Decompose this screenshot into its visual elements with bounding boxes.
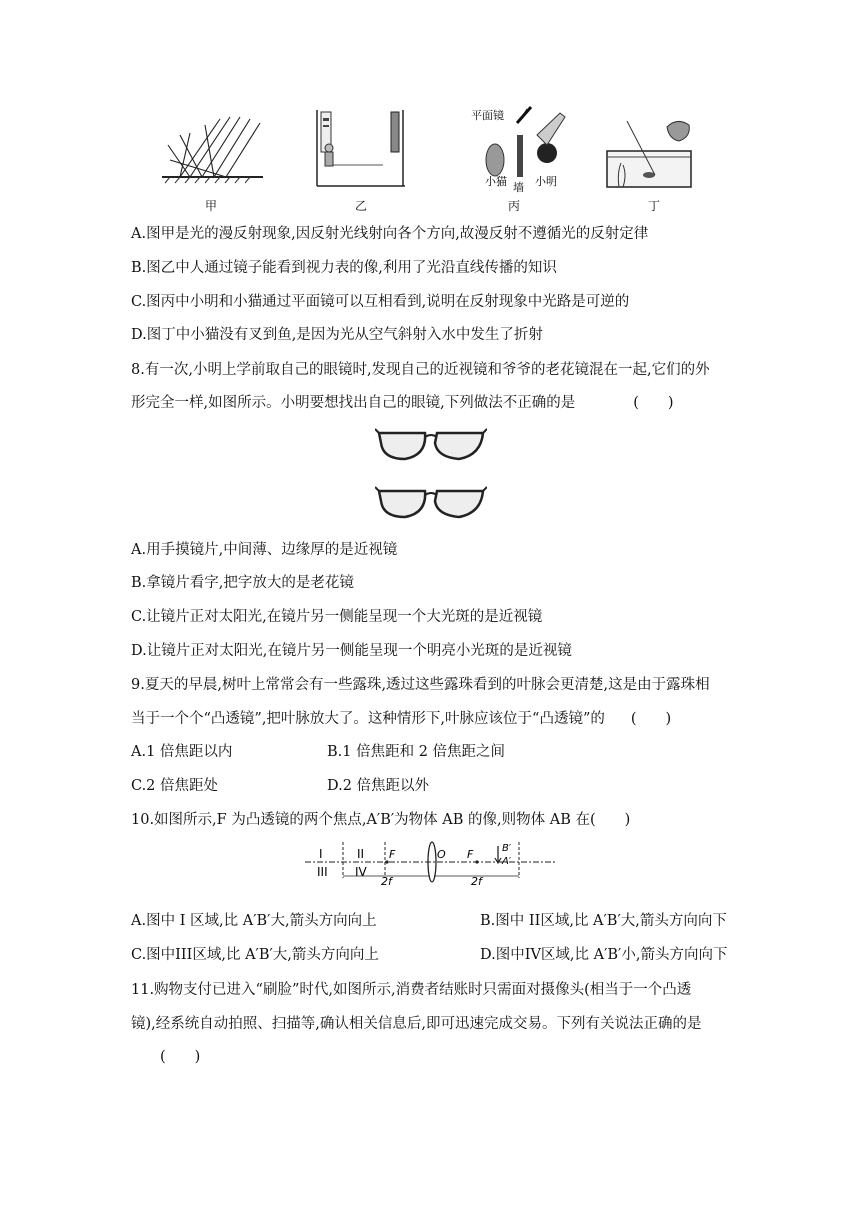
q9-option-c: C.2 倍焦距处 — [131, 778, 219, 794]
q7-option-d: D.图丁中小猫没有叉到鱼,是因为光从空气斜射入水中发生了折射 — [131, 327, 543, 343]
caption-jia: 甲 — [205, 199, 218, 213]
q7-option-b: B.图乙中人通过镜子能看到视力表的像,利用了光沿直线传播的知识 — [131, 260, 557, 276]
caption-ding: 丁 — [648, 199, 661, 213]
figure-glasses-2 — [375, 483, 487, 525]
figure-ding-cat-fishing — [605, 115, 695, 190]
q9-option-b: B.1 倍焦距和 2 倍焦距之间 — [327, 744, 506, 760]
q8-option-a: A.用手摸镜片,中间薄、边缘厚的是近视镜 — [131, 542, 398, 558]
q9-option-d: D.2 倍焦距以外 — [327, 778, 430, 794]
image-b-label: B′ — [502, 843, 512, 854]
q10-option-b: B.图中 II区域,比 A′B′大,箭头方向向下 — [480, 913, 727, 929]
q9-answer-paren: ( ) — [630, 711, 672, 727]
q8-stem-text: 形完全一样,如图所示。小明要想找出自己的眼镜,下列做法不正确的是 — [131, 395, 576, 411]
caption-bing: 丙 — [508, 199, 521, 213]
q7-option-a: A.图甲是光的漫反射现象,因反射光线射向各个方向,故漫反射不遵循光的反射定律 — [131, 226, 649, 242]
q9-stem-line2 — [131, 709, 671, 729]
q9-stem-text: 当于一个个“凸透镜”,把叶脉放大了。这种情形下,叶脉应该位于“凸透镜”的 — [131, 711, 605, 727]
focus-left-label: F — [389, 848, 396, 861]
label-mirror: 平面镜 — [471, 109, 504, 122]
figure-glasses-1 — [375, 425, 487, 467]
q10-option-a: A.图中 I 区域,比 A′B′大,箭头方向向上 — [131, 913, 377, 929]
q9-option-a: A.1 倍焦距以内 — [131, 744, 233, 760]
caption-yi: 乙 — [355, 199, 368, 213]
label-wall: 墙 — [513, 181, 524, 194]
region-4-label: IV — [355, 865, 367, 879]
q8-answer-paren: ( ) — [633, 395, 674, 411]
region-3-label: III — [317, 865, 328, 879]
q8-option-d: D.让镜片正对太阳光,在镜片另一侧能呈现一个明亮小光斑的是近视镜 — [131, 643, 572, 659]
q11-stem-line2: 镜),经系统自动拍照、扫描等,确认相关信息后,即可迅速完成交易。下列有关说法正确的是 — [131, 1016, 702, 1032]
two-f-left-label: 2f — [381, 875, 392, 886]
q10-option-c: C.图中III区域,比 A′B′大,箭头方向向上 — [131, 947, 379, 963]
q8-stem-line1: 8.有一次,小明上学前取自己的眼镜时,发现自己的近视镜和爷爷的老花镜混在一起,它们的外 — [131, 362, 710, 378]
optical-center-label: O — [437, 848, 446, 861]
q11-stem-line1: 11.购物支付已进入“刷脸”时代,如图所示,消费者结账时只需面对摄像头(相当于一个凸透 — [131, 982, 692, 998]
label-cat: 小猫 — [485, 175, 507, 188]
region-1-label: I — [319, 847, 323, 861]
q8-option-b: B.拿镜片看字,把字放大的是老花镜 — [131, 575, 354, 591]
two-f-right-label: 2f — [471, 875, 482, 886]
q10-option-d: D.图中IV区域,比 A′B′小,箭头方向向下 — [480, 947, 728, 963]
q7-option-c: C.图丙中小明和小猫通过平面镜可以互相看到,说明在反射现象中光路是可逆的 — [131, 294, 630, 310]
q10-stem: 10.如图所示,F 为凸透镜的两个焦点,A′B′为物体 AB 的像,则物体 AB 在( ) — [131, 812, 631, 828]
figure-yi-eye-chart-mirror — [313, 110, 408, 190]
figure-jia-diffuse-reflection — [160, 115, 265, 185]
q11-answer-paren: ( ) — [160, 1049, 201, 1065]
figure-convex-lens-regions — [305, 838, 555, 886]
focus-right-label: F — [467, 848, 474, 861]
label-ming: 小明 — [535, 175, 557, 188]
q8-stem-line2 — [131, 393, 674, 413]
image-a-label: A′ — [502, 856, 512, 867]
q8-option-c: C.让镜片正对太阳光,在镜片另一侧能呈现一个大光斑的是近视镜 — [131, 609, 543, 625]
region-2-label: II — [357, 847, 365, 861]
q9-stem-line1: 9.夏天的早晨,树叶上常常会有一些露珠,透过这些露珠看到的叶脉会更清楚,这是由于露珠相 — [131, 677, 710, 693]
figure-bing-mirror-cat — [465, 105, 575, 195]
